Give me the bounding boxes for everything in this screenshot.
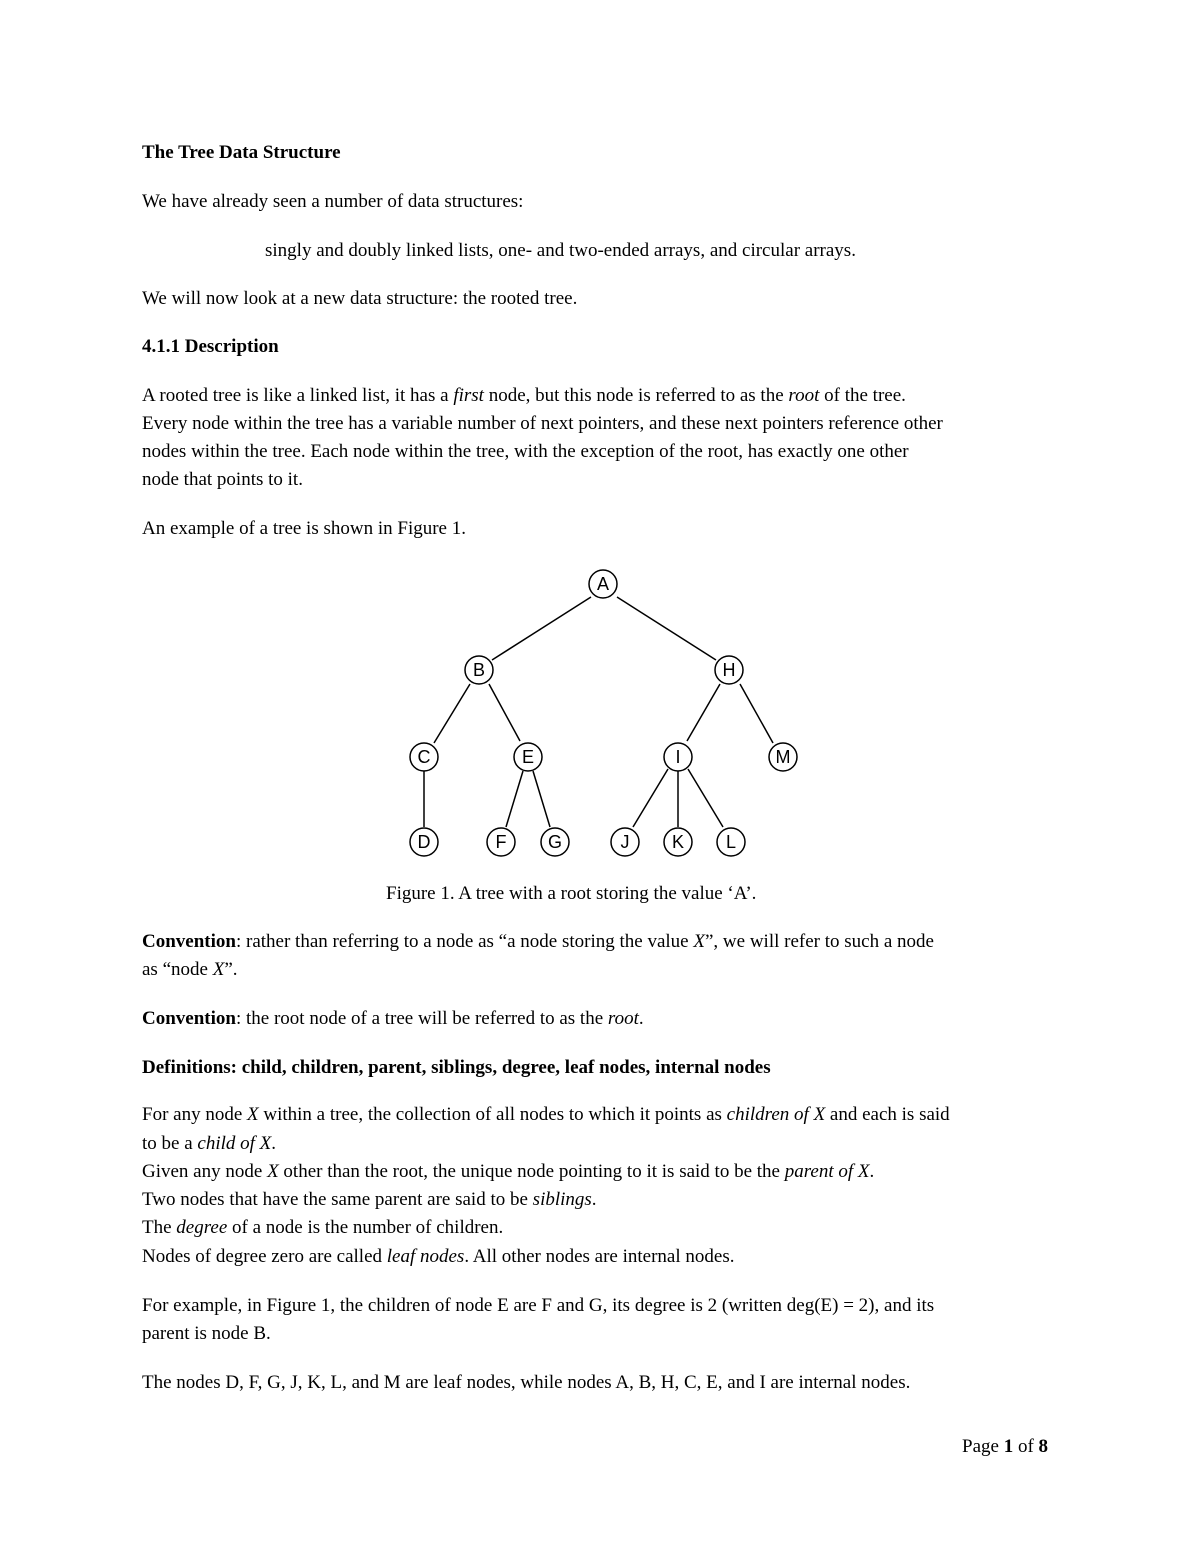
node-b-label: B xyxy=(472,660,486,680)
page-title: The Tree Data Structure xyxy=(142,142,341,163)
node-j-label: J xyxy=(620,832,630,852)
node-f-label: F xyxy=(495,832,507,852)
node-m-label: M xyxy=(775,747,791,767)
node-a-label: A xyxy=(596,574,610,594)
description-line-3: nodes within the tree. Each node within the tree, with the exception of the root, has exactly one other xyxy=(142,441,909,462)
edge-b-c xyxy=(434,684,470,743)
definition-line-6: Nodes of degree zero are called leaf nodes. All other nodes are internal nodes. xyxy=(142,1246,735,1267)
section-heading: 4.1.1 Description xyxy=(142,336,279,357)
edge-a-h xyxy=(617,597,716,660)
node-h-label: H xyxy=(722,660,736,680)
node-l-label: L xyxy=(725,832,737,852)
convention-2: Convention: the root node of a tree will be referred to as the root. xyxy=(142,1008,644,1029)
description-line-2: Every node within the tree has a variable number of next pointers, and these next pointers reference other xyxy=(142,413,943,434)
example-1-line-2: parent is node B. xyxy=(142,1323,271,1344)
node-g-label: G xyxy=(547,832,563,852)
edge-e-f xyxy=(506,771,523,827)
description-line-1: A rooted tree is like a linked list, it has a first node, but this node is referred to as the root of the tree. xyxy=(142,385,906,406)
node-c-label: C xyxy=(417,747,431,767)
definition-line-4: Two nodes that have the same parent are said to be siblings. xyxy=(142,1189,597,1210)
definition-line-1: For any node X within a tree, the collection of all nodes to which it points as children of X and each is said xyxy=(142,1104,950,1125)
definition-line-2: to be a child of X. xyxy=(142,1133,277,1154)
definition-line-3: Given any node X other than the root, the unique node pointing to it is said to be the parent of X. xyxy=(142,1161,875,1182)
example-intro-text: An example of a tree is shown in Figure 1. xyxy=(142,518,466,539)
edge-a-b xyxy=(492,597,591,660)
convention-1-line-1: Convention: rather than referring to a node as “a node storing the value X”, we will refer to such a node xyxy=(142,931,934,952)
data-structures-list: singly and doubly linked lists, one- and two-ended arrays, and circular arrays. xyxy=(265,240,856,261)
definitions-heading: Definitions: child, children, parent, siblings, degree, leaf nodes, internal nodes xyxy=(142,1057,771,1078)
edge-i-j xyxy=(633,769,668,827)
new-data-structure-text: We will now look at a new data structure: the rooted tree. xyxy=(142,288,578,309)
description-line-4: node that points to it. xyxy=(142,469,303,490)
node-k-label: K xyxy=(671,832,685,852)
page-footer: Page 1 of 8 xyxy=(962,1436,1049,1457)
convention-1-line-2: as “node X”. xyxy=(142,959,238,980)
edge-e-g xyxy=(533,771,550,827)
node-d-label: D xyxy=(417,832,431,852)
example-2: The nodes D, F, G, J, K, L, and M are leaf nodes, while nodes A, B, H, C, E, and I are internal nodes. xyxy=(142,1372,911,1393)
intro-text: We have already seen a number of data structures: xyxy=(142,191,524,212)
node-i-label: I xyxy=(675,747,681,767)
edge-h-m xyxy=(740,684,773,743)
tree-figure xyxy=(395,560,815,865)
definition-line-5: The degree of a node is the number of children. xyxy=(142,1217,504,1238)
edge-h-i xyxy=(687,684,720,741)
edge-b-e xyxy=(489,684,520,741)
figure-caption: Figure 1. A tree with a root storing the value ‘A’. xyxy=(386,883,757,904)
node-e-label: E xyxy=(521,747,535,767)
edge-i-l xyxy=(688,769,723,827)
example-1-line-1: For example, in Figure 1, the children of node E are F and G, its degree is 2 (written deg(E) = 2), and its xyxy=(142,1295,935,1316)
